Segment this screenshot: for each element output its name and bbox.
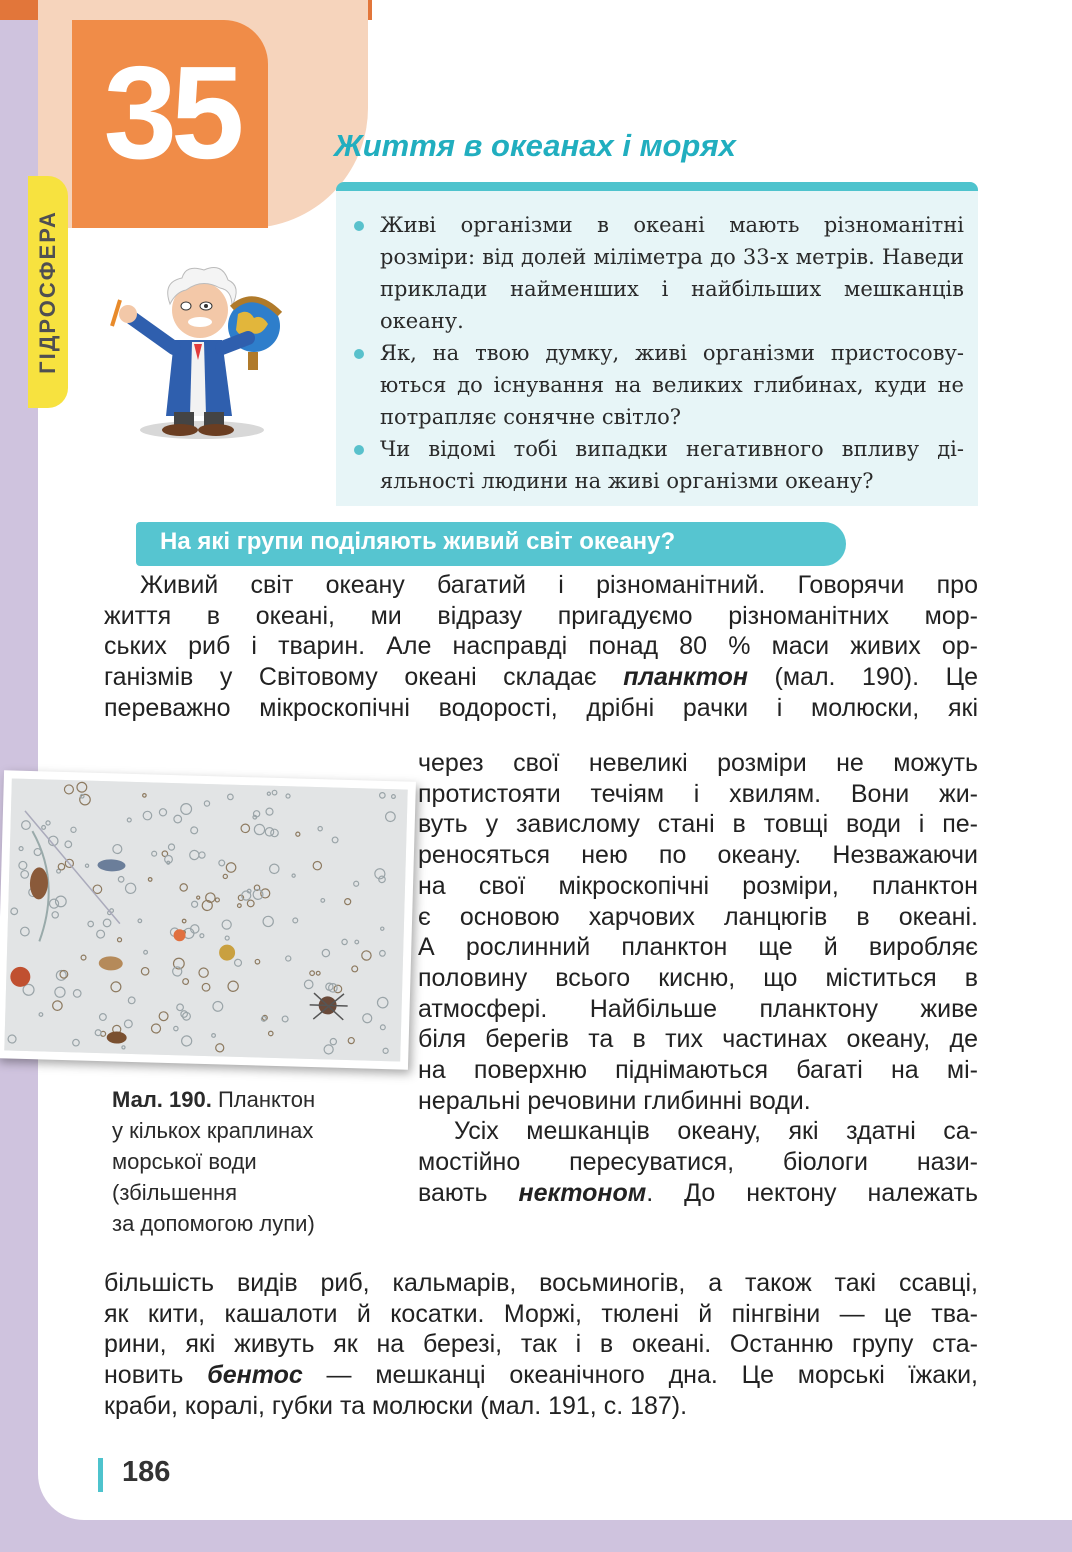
question-item: Чи відомі тобі випадки негативного впливу діяльності людини на живі організми океану?: [352, 433, 964, 497]
text-line: на поверхню піднімаються багаті на мі-: [418, 1056, 978, 1085]
question-item: Живі організми в океані мають різноманітні розміри: від долей міліметра до 33-х метрів. Наведи приклади найменших і найбільших мешканців океану.: [352, 209, 964, 337]
text-line: біля берегів та в тих частинах океану, де: [418, 1025, 978, 1054]
caption-line: Планктон: [217, 1087, 316, 1112]
text-line: через свої невеликі розміри не можуть: [418, 749, 978, 777]
caption-line: у кількох краплинах: [112, 1118, 314, 1143]
term-bentos: бентос: [207, 1361, 303, 1390]
text-line: вають нектоном. До нектону належать: [418, 1178, 978, 1207]
text-line: як кити, кашалоти й косатки. Моржі, тюлені й пінгвіни — це тва-: [104, 1299, 978, 1328]
text-line: Усіх мешканців океану, які здатні са-: [454, 1117, 978, 1146]
text-line: ських риб і тварин. Але насправді понад 80 % маси живих ор-: [104, 632, 978, 661]
page-number-bar: [98, 1458, 103, 1492]
caption-line: за допомогою лупи): [112, 1211, 315, 1236]
plankton-photo: [0, 770, 416, 1069]
caption-line: (збільшення: [112, 1180, 238, 1205]
questions-box: [336, 182, 978, 506]
chapter-number: 35: [103, 39, 239, 186]
text-line: життя в океані, ми відразу пригадуємо різноманітних мор-: [104, 601, 978, 630]
text-line: неральні речовини глибинні води.: [418, 1086, 811, 1115]
subheading-text: На які групи поділяють живий світ океану?: [160, 528, 676, 555]
text-line: реносяться нею по океану. Незважаючи: [418, 841, 978, 870]
page-number: 186: [122, 1456, 171, 1488]
text-line: протистояти течіям і хвилям. Вони жи-: [418, 779, 978, 808]
paragraph-2-bottom: [104, 1268, 978, 1422]
text-line: на свої мікроскопічні розміри, планктон: [418, 871, 978, 900]
text-line: вуть у завислому стані в товщі води і пе-: [418, 810, 978, 839]
paragraph-1-top: [104, 570, 978, 724]
text-line: мостійно пересуватися, біологи нази-: [418, 1148, 978, 1177]
question-item: Як, на твою думку, живі організми пристосовуються до існування на великих глибинах, куди не потрапляє сонячне світло?: [352, 337, 964, 433]
text-line: рини, які живуть як на березі, так і в океані. Останню групу ста-: [104, 1330, 978, 1359]
text-line: А рослинний планктон ще й виробляє: [418, 933, 978, 962]
text-line: ганізмів у Світовому океані складає планктон (мал. 190). Це: [104, 663, 978, 692]
professor-illustration: [82, 248, 292, 443]
text-line: є основою харчових ланцюгів в океані.: [418, 902, 978, 931]
paragraph-1-wrap: [418, 748, 978, 1209]
text-line: Живий світ океану багатий і різноманітний. Говорячи про: [140, 571, 978, 599]
page-title: Життя в океанах і морях: [334, 128, 736, 163]
caption-line: морської води: [112, 1149, 257, 1174]
text-line: атмосфері. Найбільше планктону живе: [418, 994, 978, 1023]
section-label-text: ГІДРОСФЕРА: [35, 210, 60, 374]
term-plankton: планктон: [623, 663, 748, 692]
section-subheading: [136, 522, 846, 566]
text-line: новить бентос — мешканці океанічного дна. Це морські їжаки,: [104, 1361, 978, 1390]
text-line: переважно мікроскопічні водорості, дрібні рачки і молюски, які: [104, 693, 978, 722]
plankton-photo-image: [0, 770, 416, 1069]
section-label: [28, 176, 68, 408]
text-line: половину всього кисню, що міститься в: [418, 963, 978, 992]
questions-list: [352, 209, 964, 497]
term-nekton: нектоном: [518, 1178, 647, 1207]
text-line: більшість видів риб, кальмарів, восьминогів, а також такі ссавці,: [104, 1269, 978, 1297]
caption-label: Мал. 190.: [112, 1087, 212, 1112]
figure-caption: [112, 1084, 372, 1239]
text-line: краби, коралі, губки та молюски (мал. 191, с. 187).: [104, 1391, 688, 1420]
